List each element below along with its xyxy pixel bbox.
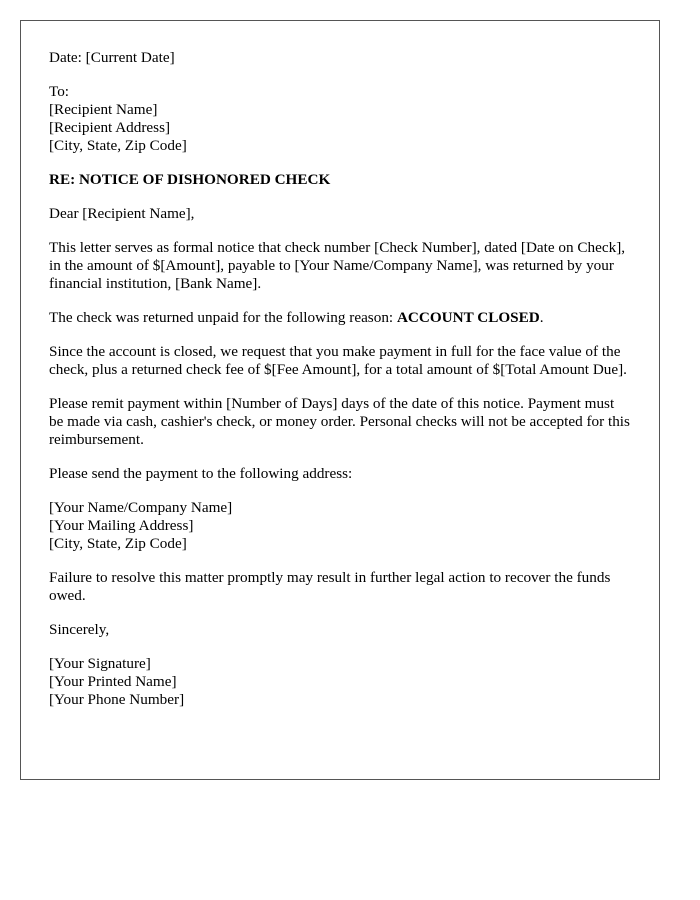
subject-text: RE: NOTICE OF DISHONORED CHECK [49,171,331,188]
recipient-city-state-zip: [City, State, Zip Code] [49,137,187,154]
remit-company-name: [Your Name/Company Name] [49,499,233,516]
letter-page [20,20,660,780]
paragraph-legal-warning: Failure to resolve this matter promptly may result in further legal action to recover the funds owed. [49,569,611,604]
recipient-address: [Recipient Address] [49,119,171,136]
paragraph-payment-terms: Please remit payment within [Number of Days] days of the date of this notice. Payment must be made via cash, cashier's check, or money order. Personal checks will not be accepted for this reimbursement. [49,395,630,448]
paragraph-send-payment: Please send the payment to the following address: [49,465,353,482]
signature-block [49,655,631,709]
signature-line: [Your Signature] [49,655,151,672]
reason-suffix: . [539,309,544,326]
paragraph-return-reason [49,309,631,327]
date-line: Date: [Current Date] [49,49,175,66]
printed-name-line: [Your Printed Name] [49,673,177,690]
phone-number-line: [Your Phone Number] [49,691,185,708]
reason-prefix: The check was returned unpaid for the following reason: [49,309,397,326]
subject-line [49,171,631,189]
recipient-block [49,83,631,155]
recipient-name: [Recipient Name] [49,101,158,118]
remit-city-state-zip: [City, State, Zip Code] [49,535,187,552]
remit-mailing-address: [Your Mailing Address] [49,517,194,534]
closing: Sincerely, [49,621,110,638]
remit-address-block [49,499,631,553]
reason-value: ACCOUNT CLOSED [396,309,540,326]
paragraph-payment-request: Since the account is closed, we request that you make payment in full for the face value of the check, plus a returned check fee of $[Fee Amount], for a total amount of $[Total Amount Due]. [49,343,627,378]
paragraph-check-details: This letter serves as formal notice that check number [Check Number], dated [Date on Check], in the amount of $[Amount], payable to [Your Name/Company Name], was returned by your financial institution, [Bank Name]. [49,239,626,292]
recipient-label: To: [49,83,70,100]
salutation: Dear [Recipient Name], [49,205,195,222]
